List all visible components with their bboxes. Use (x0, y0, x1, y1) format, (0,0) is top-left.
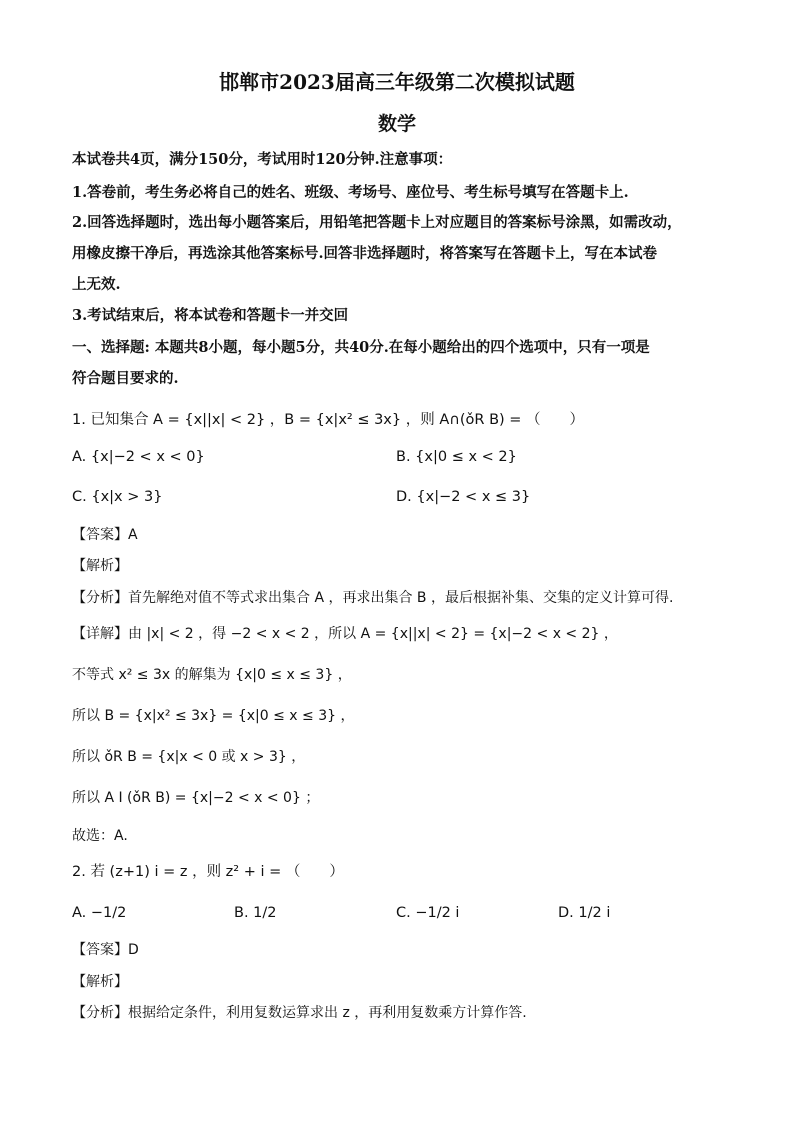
question-1-detail-3: 所以 B = {x|x² ≤ 3x} = {x|0 ≤ x ≤ 3} ， (72, 708, 355, 724)
instruction-item-2-line-1: 2.回答选择题时，选出每小题答案后，用铅笔把答题卡上对应题目的答案标号涂黑，如需改动， (72, 214, 682, 231)
question-1-analysis-heading: 【解析】 (72, 558, 128, 574)
question-2-analysis: 【分析】根据给定条件，利用复数运算求出 z ，再利用复数乘方计算作答. (72, 1005, 527, 1021)
question-2-option-b: B. 1/2 (234, 905, 277, 921)
question-2-stem: 2. 若 (z+1) i = z ，则 z² + i = （ ） (72, 864, 344, 880)
instruction-item-2-line-2: 用橡皮擦干净后，再选涂其他答案标号.回答非选择题时，将答案写在答题卡上，写在本试卷 (72, 245, 658, 262)
instruction-item-3: 3.考试结束后，将本试卷和答题卡一并交回 (72, 307, 349, 324)
exam-subject: 数学 (377, 113, 416, 135)
question-1-detail-4: 所以 ǒR B = {x|x < 0 或 x > 3} ， (72, 749, 306, 765)
question-2-option-a: A. −1/2 (72, 905, 127, 921)
instruction-item-2-line-3: 上无效. (72, 276, 121, 293)
question-1-option-b: B. {x|0 ≤ x < 2} (396, 449, 517, 465)
question-1-option-a: A. {x|−2 < x < 0} (72, 449, 205, 465)
section-heading-line-2: 符合题目要求的. (72, 370, 179, 387)
instructions-intro: 本试卷共4页，满分150分，考试用时120分钟.注意事项： (72, 151, 453, 168)
question-2-option-c: C. −1/2 i (396, 905, 460, 921)
question-1-conclusion: 故选：A. (72, 828, 128, 844)
question-1-stem: 1. 已知集合 A = {x||x| < 2} ，B = {x|x² ≤ 3x} ，则 A∩(ǒR B) = （ ） (72, 412, 585, 428)
question-2-analysis-heading: 【解析】 (72, 974, 128, 990)
question-2-answer: 【答案】D (72, 942, 139, 958)
question-2-option-d: D. 1/2 i (558, 905, 611, 921)
question-1-detail-5: 所以 A I (ǒR B) = {x|−2 < x < 0} ； (72, 790, 320, 806)
section-heading-line-1: 一、选择题: 本题共8小题，每小题5分，共40分.在每小题给出的四个选项中，只有一项是 (72, 339, 650, 356)
instruction-item-1: 1.答卷前，考生务必将自己的姓名、班级、考场号、座位号、考生标号填写在答题卡上. (72, 184, 629, 201)
exam-title: 邯郸市2023届高三年级第二次模拟试题 (219, 70, 575, 94)
question-1-option-c: C. {x|x > 3} (72, 489, 163, 505)
question-1-analysis: 【分析】首先解绝对值不等式求出集合 A ，再求出集合 B ，最后根据补集、交集的定义计算可得. (72, 590, 674, 606)
question-1-option-d: D. {x|−2 < x ≤ 3} (396, 489, 531, 505)
question-1-detail-1: 【详解】由 |x| < 2 ，得 −2 < x < 2 ，所以 A = {x||x| < 2} = {x|−2 < x < 2} ， (72, 626, 618, 642)
question-1-answer: 【答案】A (72, 527, 138, 543)
question-1-detail-2: 不等式 x² ≤ 3x 的解集为 {x|0 ≤ x ≤ 3} ， (72, 667, 352, 683)
